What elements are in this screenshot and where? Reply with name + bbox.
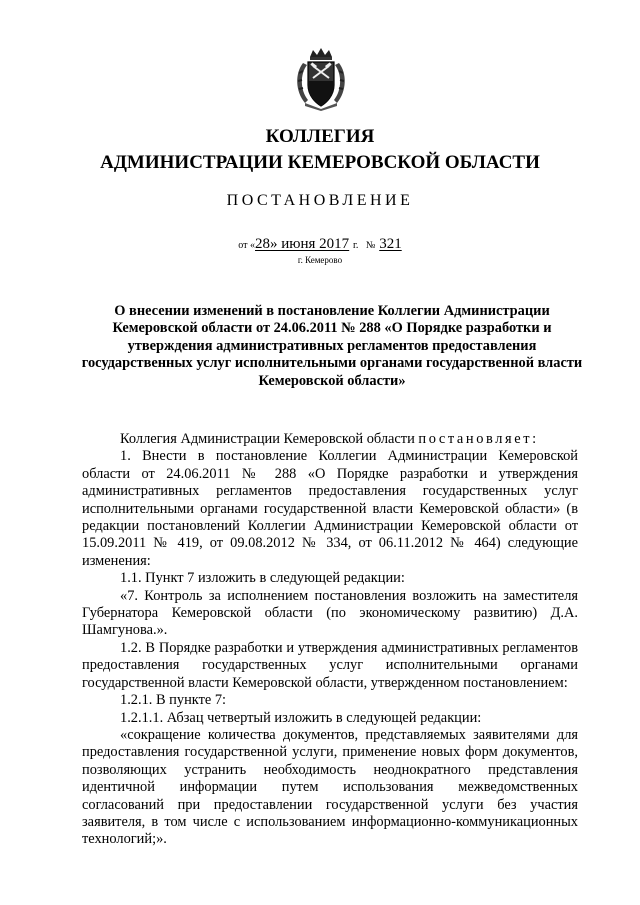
- year-suffix: г.: [352, 240, 359, 251]
- date-month-year: » июня 2017: [270, 236, 350, 252]
- org-name-line1: КОЛЛЕГИЯ: [265, 126, 375, 147]
- date-from-label: от «: [238, 240, 256, 251]
- intro-text: Коллегия Администрации Кемеровской области: [120, 431, 415, 447]
- intro-decree-word: постановляет:: [418, 431, 539, 447]
- paragraph-1: 1. Внести в постановление Коллегии Администрации Кемеровской области от 24.06.2011 № 288 «О Порядке разработки и утверждения административных регламентов предоставления государственных услуг исполнительными органами государственной власти Кемеровской области» (в редакции постановлений Коллегии Администрации Кемеровской области от 15.09.2011 № 419, от 09.08.2012 № 334, от 06.11.2012 № 464) следующие изменения:: [82, 448, 578, 569]
- paragraph-1-2-1-1: 1.2.1.1. Абзац четвертый изложить в следующей редакции:: [120, 709, 482, 726]
- paragraph-quote-reduction: «сокращение количества документов, представляемых заявителями для предоставления государственной услуги, применение новых форм документов, позволяющих устранить необходимость неоднократного представления идентичной информации путем использования межведомственных согласований при предоставлении государственной услуги без участия заявителя, в том числе с использованием информационно-коммуникационных технологий;».: [82, 726, 578, 848]
- org-name-line2: АДМИНИСТРАЦИИ КЕМЕРОВСКОЙ ОБЛАСТИ: [100, 152, 540, 173]
- document-body: [82, 431, 578, 849]
- coat-of-arms-icon: [293, 47, 349, 111]
- date-day: 28: [255, 236, 271, 252]
- paragraph-1-2-1: 1.2.1. В пункте 7:: [120, 692, 227, 709]
- date-number-line: [0, 236, 640, 253]
- intro-paragraph: [82, 431, 578, 448]
- paragraph-1-1: 1.1. Пункт 7 изложить в следующей редакции:: [120, 570, 405, 587]
- number-label: №: [365, 240, 376, 251]
- document-title: О внесении изменений в постановление Коллегии Администрации Кемеровской области от 24.06.2011 № 288 «О Порядке разработки и утверждения административных регламентов предоставления государственных услуг исполнительными органами государственной власти Кемеровской области»: [81, 303, 583, 389]
- paragraph-1-2: 1.2. В Порядке разработки и утверждения административных регламентов предоставления государственных услуг исполнительными органами государственной власти Кемеровской области, утвержденном постановлением:: [82, 639, 578, 691]
- paragraph-quote-7: «7. Контроль за исполнением постановления возложить на заместителя Губернатора Кемеровской области (по экономическому развитию) Д.А. Шамгунова.».: [82, 587, 578, 639]
- city-name: г. Кемерово: [297, 255, 343, 265]
- document-number: 321: [379, 236, 402, 252]
- document-type: ПОСТАНОВЛЕНИЕ: [226, 192, 414, 209]
